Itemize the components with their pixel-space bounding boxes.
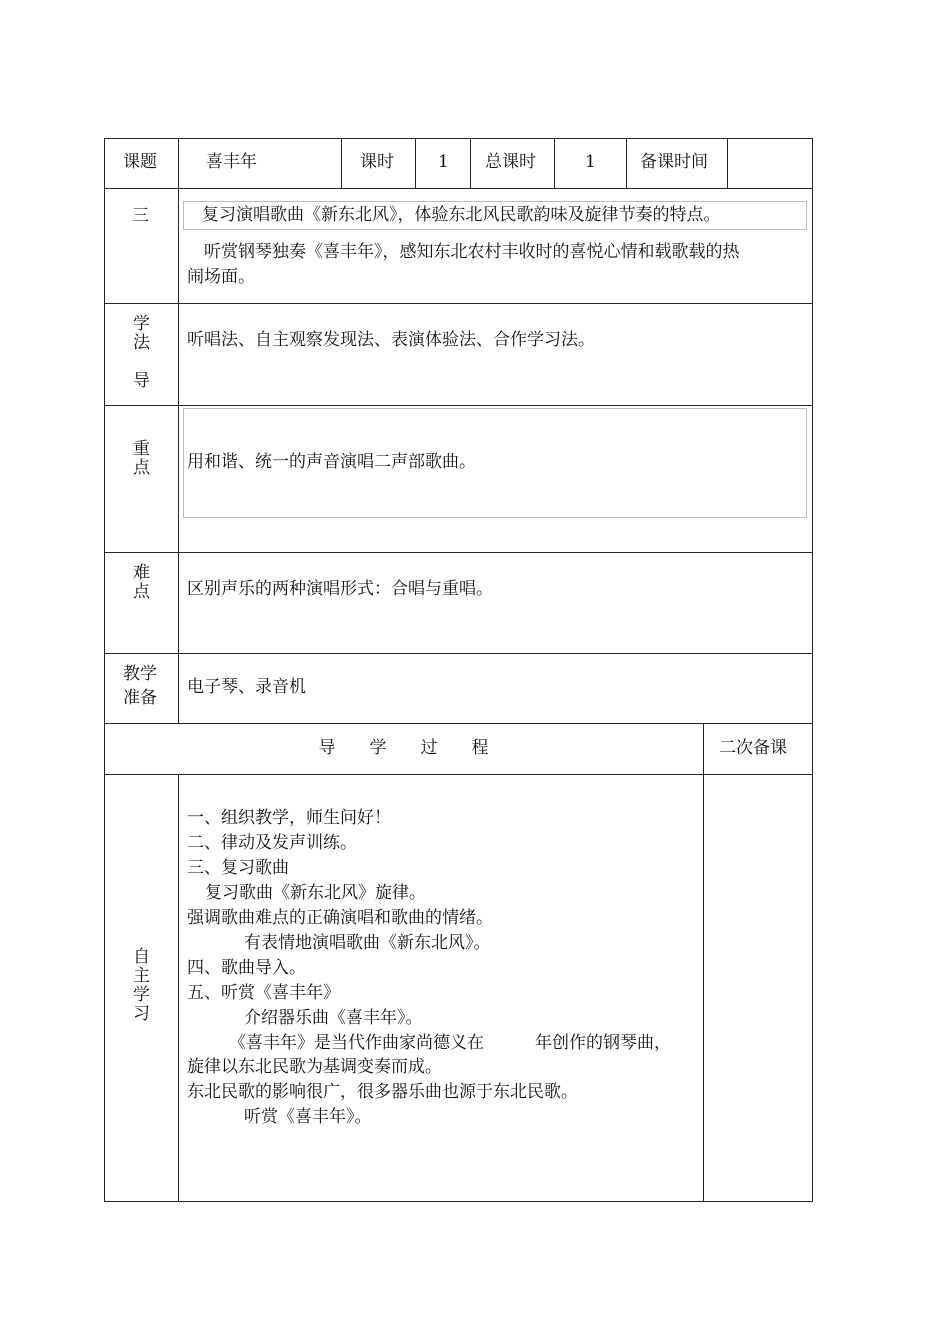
- preparation-content: 电子琴、录音机: [187, 677, 306, 697]
- study-line-10: 《喜丰年》是当代作曲家尚德义在 年创作的钢琴曲，: [229, 1033, 671, 1053]
- preparation-label-bot: 准备: [123, 688, 157, 708]
- methods-label-bot: 导: [133, 371, 150, 391]
- second-prep-label: 二次备课: [719, 738, 787, 758]
- period-value: 1: [438, 152, 449, 172]
- study-line-9: 介绍器乐曲《喜丰年》。: [244, 1008, 423, 1028]
- row-divider-4: [104, 552, 813, 553]
- methods-label-top: 学: [133, 314, 150, 334]
- table-right-border: [812, 138, 813, 1202]
- key-point-label-bot: 点: [133, 458, 150, 478]
- study-line-3: 三、复习歌曲: [187, 858, 289, 878]
- period-label: 课时: [360, 152, 394, 172]
- header-col-divider-6: [727, 138, 728, 188]
- total-periods-label: 总课时: [485, 152, 536, 172]
- topic-label: 课题: [123, 152, 157, 172]
- total-periods-value: 1: [585, 152, 596, 172]
- row-divider-6: [104, 723, 813, 724]
- study-line-8: 五、听赏《喜丰年》: [187, 983, 340, 1003]
- topic-value: 喜丰年: [206, 152, 257, 172]
- prep-time-label: 备课时间: [640, 152, 708, 172]
- header-col-divider-1: [341, 138, 342, 188]
- header-col-divider-4: [554, 138, 555, 188]
- objective-line-3: 闹场面。: [187, 267, 255, 287]
- study-line-7: 四、歌曲导入。: [187, 958, 306, 978]
- process-title: 导 学 过 程: [318, 738, 489, 758]
- row-divider-1: [104, 188, 813, 189]
- header-col-divider-3: [470, 138, 471, 188]
- label-column-divider: [178, 138, 179, 724]
- row-divider-3: [104, 405, 813, 406]
- self-study-label-4: 习: [133, 1004, 150, 1024]
- study-line-11: 旋律以东北民歌为基调变奏而成。: [187, 1057, 442, 1077]
- key-point-content: 用和谐、统一的声音演唱二声部歌曲。: [187, 452, 476, 472]
- table-top-border: [104, 138, 813, 139]
- preparation-label-top: 教学: [123, 664, 157, 684]
- study-line-2: 二、律动及发声训练。: [187, 833, 357, 853]
- row-divider-5: [104, 653, 813, 654]
- difficulty-label-bot: 点: [133, 582, 150, 602]
- objective-line-2: 听赏钢琴独奏《喜丰年》，感知东北农村丰收时的喜悦心情和载歌载的热: [204, 242, 740, 262]
- table-left-border: [104, 138, 105, 1202]
- objective-line-1: 复习演唱歌曲《新东北风》，体验东北风民歌韵味及旋律节奏的特点。: [202, 205, 721, 225]
- row-divider-7: [104, 774, 813, 775]
- self-study-label-2: 主: [133, 966, 150, 986]
- difficulty-label-top: 难: [133, 563, 150, 583]
- study-line-6: 有表情地演唱歌曲《新东北风》。: [244, 933, 491, 953]
- second-prep-divider: [703, 723, 704, 1202]
- study-line-5: 强调歌曲难点的正确演唱和歌曲的情绪。: [187, 908, 493, 928]
- self-study-label-3: 学: [133, 985, 150, 1005]
- row-divider-2: [104, 303, 813, 304]
- difficulty-content: 区别声乐的两种演唱形式：合唱与重唱。: [187, 579, 493, 599]
- study-line-4: 复习歌曲《新东北风》旋律。: [205, 883, 426, 903]
- header-col-divider-2: [415, 138, 416, 188]
- key-point-label-top: 重: [133, 439, 150, 459]
- table-bottom-border: [104, 1201, 813, 1202]
- study-line-1: 一、组织教学，师生问好！: [187, 808, 391, 828]
- study-line-12: 东北民歌的影响很广，很多器乐曲也源于东北民歌。: [187, 1082, 578, 1102]
- self-study-label-1: 自: [133, 947, 150, 967]
- study-line-13: 听赏《喜丰年》。: [244, 1107, 372, 1127]
- label-column-divider-bottom: [178, 774, 179, 1202]
- objectives-label: 三: [132, 206, 149, 226]
- header-col-divider-5: [626, 138, 627, 188]
- methods-label-mid: 法: [133, 333, 150, 353]
- methods-content: 听唱法、自主观察发现法、表演体验法、合作学习法。: [187, 330, 595, 350]
